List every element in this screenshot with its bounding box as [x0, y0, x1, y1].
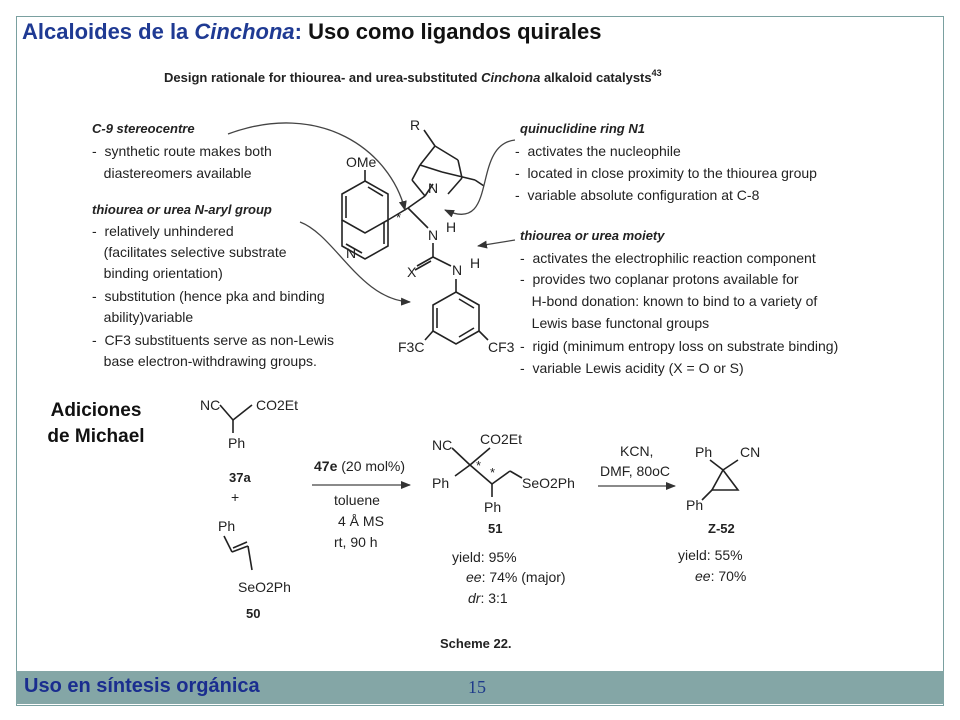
p1-ester: CO2Et — [480, 431, 523, 447]
p1-ph2: Ph — [484, 499, 502, 515]
note-aryl-line: base electron-withdrawing groups. — [92, 353, 317, 369]
michael-additions-label — [26, 398, 166, 450]
note-moiety-line: - variable Lewis acidity (X = O or S) — [520, 360, 744, 376]
page-number: 15 — [468, 677, 486, 697]
footer-text: Uso en síntesis orgánica — [24, 675, 260, 697]
p1-star1: * — [476, 458, 482, 473]
p1-dr: dr: 3:1 — [468, 590, 508, 606]
p1-group: SeO2Ph — [522, 475, 575, 491]
cond2-solvent: DMF, 80oC — [600, 463, 671, 479]
note-c9-line: - synthetic route makes both — [92, 143, 272, 159]
note-aryl-line: (facilitates selective substrate — [92, 244, 287, 260]
side-label-line-2: de Michael — [47, 426, 145, 447]
note-c9 — [92, 121, 272, 181]
nh2-n: N — [452, 262, 463, 278]
r1-nc: NC — [200, 397, 221, 413]
p2-ee: ee: 70% — [695, 568, 747, 584]
c9-star: * — [396, 210, 402, 225]
note-moiety-line: - rigid (minimum entropy loss on substrate binding) — [520, 338, 839, 354]
note-aryl-heading: thiourea or urea N-aryl group — [92, 202, 272, 217]
quinuclidine-n: N — [428, 180, 439, 196]
cf3-left: F3C — [398, 339, 425, 355]
side-label-line-1: Adiciones — [50, 400, 142, 421]
nh2-h: H — [470, 255, 481, 271]
note-moiety — [520, 228, 838, 376]
p1-id: 51 — [488, 521, 503, 536]
scheme-caption: Scheme 22. — [440, 636, 512, 651]
c9-arrow — [228, 123, 405, 210]
note-aryl-line: binding orientation) — [92, 265, 223, 281]
product-51 — [432, 431, 575, 606]
note-moiety-line: - activates the electrophilic reaction component — [520, 250, 816, 266]
conditions-2 — [598, 443, 675, 486]
catalyst-structure — [342, 117, 515, 355]
note-quin-line: - variable absolute configuration at C-8 — [515, 187, 760, 203]
note-moiety-line: H-bond donation: known to bind to a variety of — [520, 293, 818, 309]
reactant-37a — [200, 397, 298, 505]
figure-heading: Design rationale for thiourea- and urea-substituted Cinchona alkaloid catalysts$^{43}$ — [164, 68, 662, 85]
cond2-reagent: KCN, — [620, 443, 654, 459]
note-aryl-line: - relatively unhindered — [92, 223, 234, 239]
p1-star2: * — [490, 465, 496, 480]
p2-ph1: Ph — [695, 444, 713, 460]
note-quin-heading: quinuclidine ring N1 — [520, 121, 645, 136]
p1-ph1: Ph — [432, 475, 450, 491]
plus-sign: + — [231, 489, 240, 505]
p1-ee: ee: 74% (major) — [466, 569, 566, 585]
title-part-4: Uso como ligandos quirales — [308, 19, 602, 44]
cond1-catalyst: 47e (20 mol%) — [314, 458, 406, 474]
note-moiety-heading: thiourea or urea moiety — [520, 228, 665, 243]
note-quin-line: - activates the nucleophile — [515, 143, 681, 159]
r2-group: SeO2Ph — [238, 579, 291, 595]
conditions-1 — [312, 458, 410, 550]
note-c9-line: diastereomers available — [92, 165, 252, 181]
r1-ester: CO2Et — [256, 397, 299, 413]
nh1-n: N — [428, 227, 439, 243]
r2-id: 50 — [246, 606, 261, 621]
note-c9-heading: C-9 stereocentre — [92, 121, 195, 136]
r1-ph: Ph — [228, 435, 246, 451]
r1-id: 37a — [229, 470, 251, 485]
p1-nc: NC — [432, 437, 453, 453]
x-label: X — [407, 264, 417, 280]
note-moiety-line: Lewis base functonal groups — [520, 315, 710, 331]
reactant-50 — [218, 518, 291, 621]
title-part-3: : — [294, 19, 309, 44]
note-aryl-line: ability)variable — [92, 309, 194, 325]
product-z52 — [678, 444, 760, 584]
cf3-right: CF3 — [488, 339, 515, 355]
p2-yield: yield: 55% — [678, 547, 743, 563]
p1-yield: yield: 95% — [452, 549, 517, 565]
moiety-arrow — [478, 240, 515, 246]
title-part-2: Cinchona — [194, 19, 295, 44]
r-label: R — [410, 117, 421, 133]
note-moiety-line: - provides two coplanar protons available for — [520, 271, 799, 287]
p2-cn: CN — [740, 444, 761, 460]
title-part-1: Alcaloides de la — [22, 19, 195, 44]
cond1-solvent: toluene — [334, 492, 380, 508]
ome-label: OMe — [346, 154, 377, 170]
note-aryl — [92, 202, 334, 369]
note-quinuclidine — [515, 121, 817, 203]
quinuclidine-arrow — [445, 140, 515, 214]
cond1-time: rt, 90 h — [334, 534, 378, 550]
nh1-h: H — [446, 219, 457, 235]
p2-id: Z-52 — [708, 521, 735, 536]
note-quin-line: - located in close proximity to the thiourea group — [515, 165, 817, 181]
r2-ph: Ph — [218, 518, 236, 534]
p2-ph2: Ph — [686, 497, 704, 513]
cond1-additive: 4 Å MS — [338, 513, 384, 529]
note-aryl-line: - CF3 substituents serve as non-Lewis — [92, 332, 334, 348]
footer-bar — [16, 671, 944, 704]
note-aryl-line: - substitution (hence pka and binding — [92, 288, 325, 304]
quinoline-n: N — [346, 245, 357, 261]
